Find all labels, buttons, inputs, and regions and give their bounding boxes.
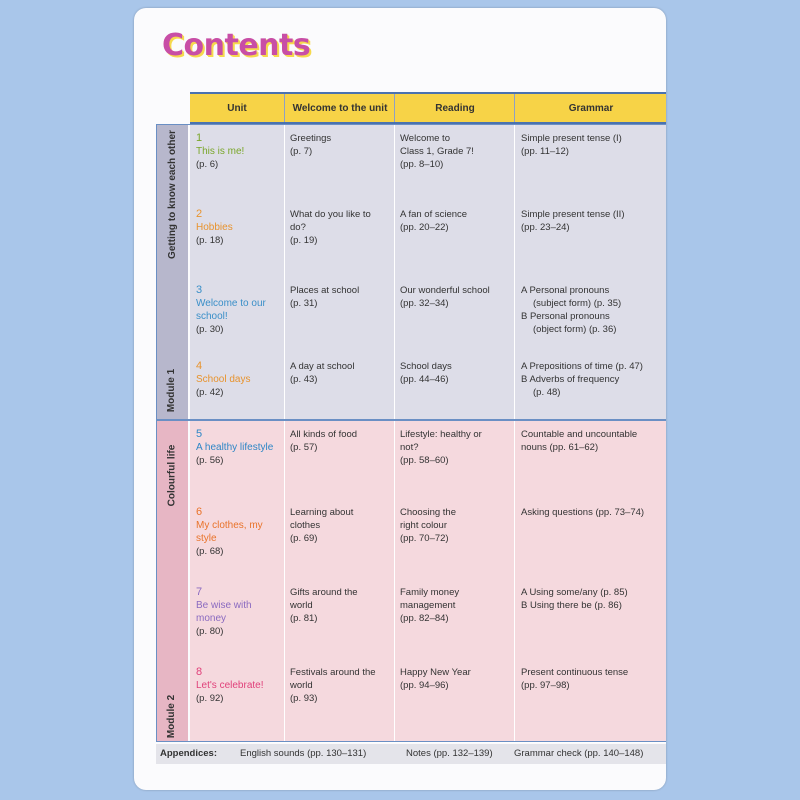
column-divider [284,420,285,498]
appendix-english-sounds: English sounds (pp. 130–131) [240,748,367,759]
reading-line: (pp. 20–22) [400,222,449,233]
column-divider [284,658,285,742]
unit-number: 6 [196,506,203,518]
grammar-line: nouns (pp. 61–62) [521,442,599,453]
reading-line: right colour [400,520,447,531]
welcome-line: What do you like to [290,209,371,220]
unit-title: This is me! [196,146,245,157]
appendix-grammar-check: Grammar check (pp. 140–148) [514,748,644,759]
reading-line: Lifestyle: healthy or [400,429,482,440]
welcome-line: (p. 57) [290,442,318,453]
grammar-line: (pp. 23–24) [521,222,570,233]
grammar-cell [521,284,665,336]
column-divider [514,124,515,200]
welcome-line: world [290,600,313,611]
grammar-line: Countable and uncountable [521,429,638,440]
unit-number: 8 [196,666,203,678]
welcome-cell [290,208,394,247]
unit-cell [196,132,284,171]
reading-line: management [400,600,456,611]
reading-line: Welcome to [400,133,450,144]
grammar-cell [521,586,665,612]
unit-cell [196,666,284,705]
welcome-line: (p. 7) [290,146,313,157]
welcome-line: clothes [290,520,321,531]
welcome-cell [290,360,394,386]
module2-label: Module 2 [156,530,188,742]
reading-line: (pp. 8–10) [400,159,444,170]
welcome-line: Greetings [290,133,332,144]
reading-line: (pp. 94–96) [400,680,449,691]
column-divider [514,420,515,498]
reading-line: (pp. 58–60) [400,455,449,466]
reading-line: (pp. 82–84) [400,613,449,624]
welcome-line: (p. 31) [290,298,318,309]
reading-cell [400,666,514,692]
welcome-line: (p. 19) [290,235,318,246]
table-row [190,276,666,353]
grammar-cell [521,132,665,158]
grammar-line: A Prepositions of time (p. 47) [521,361,643,372]
welcome-line: A day at school [290,361,355,372]
unit-page: (p. 56) [196,455,224,466]
column-divider [394,200,395,276]
unit-number: 7 [196,586,203,598]
unit-page: (p. 42) [196,387,224,398]
header-reading: Reading [394,92,515,124]
grammar-line: Asking questions (pp. 73–74) [521,507,645,518]
table-row [190,578,666,659]
column-divider [284,200,285,276]
grammar-line: B Adverbs of frequency [521,374,620,385]
column-divider [394,578,395,658]
reading-line: Class 1, Grade 7! [400,146,474,157]
reading-line: School days [400,361,452,372]
column-divider [284,276,285,352]
unit-cell [196,208,284,247]
welcome-line: Places at school [290,285,360,296]
welcome-cell [290,284,394,310]
welcome-line: Festivals around the [290,667,376,678]
appendix-notes: Notes (pp. 132–139) [406,748,493,759]
unit-cell [196,360,284,399]
grammar-line: (pp. 11–12) [521,146,569,157]
table-row [190,498,666,579]
welcome-cell [290,428,394,454]
welcome-line: (p. 43) [290,374,318,385]
reading-cell [400,284,514,310]
reading-cell [400,208,514,234]
column-divider [284,124,285,200]
unit-title: My clothes, my style [196,520,263,544]
header-grammar: Grammar [514,92,666,124]
grammar-line: (p. 48) [533,387,561,398]
column-divider [394,658,395,742]
unit-page: (p. 68) [196,546,224,557]
grammar-line: (subject form) (p. 35) [533,298,622,309]
unit-title: Let's celebrate! [196,680,264,691]
unit-number: 5 [196,428,203,440]
table-row [190,200,666,277]
contents-page [134,8,666,790]
unit-number: 1 [196,132,203,144]
grammar-cell [521,428,665,454]
unit-cell [196,284,284,336]
reading-cell [400,360,514,386]
unit-page: (p. 92) [196,693,224,704]
welcome-cell [290,586,394,625]
appendices-label: Appendices: [160,748,218,759]
column-divider [284,352,285,420]
reading-line: (pp. 32–34) [400,298,449,309]
grammar-cell [521,208,665,234]
column-divider [514,578,515,658]
unit-cell [196,428,284,467]
welcome-line: (p. 69) [290,533,318,544]
module1-label: Module 1 [156,264,188,420]
grammar-cell [521,666,665,692]
header-welcome: Welcome to the unit [284,92,395,124]
unit-page: (p. 80) [196,626,224,637]
column-divider [514,200,515,276]
unit-number: 4 [196,360,203,372]
module1-theme-label: Getting to know each other [156,124,188,264]
grammar-line: B Personal pronouns [521,311,610,322]
reading-line: Family money [400,587,460,598]
table-row [190,124,666,201]
welcome-cell [290,666,394,705]
grammar-line: B Using there be (p. 86) [521,600,622,611]
unit-page: (p. 18) [196,235,224,246]
grammar-line: (pp. 97–98) [521,680,570,691]
welcome-cell [290,132,394,158]
reading-line: Our wonderful school [400,285,490,296]
welcome-cell [290,506,394,545]
module2-theme-label: Colourful life [156,420,188,530]
unit-cell [196,586,284,638]
appendices-bar [156,744,666,764]
grammar-line: Simple present tense (I) [521,133,622,144]
column-divider [394,124,395,200]
unit-title: School days [196,374,251,385]
welcome-line: do? [290,222,306,233]
unit-cell [196,506,284,558]
column-divider [394,498,395,578]
unit-number: 3 [196,284,203,296]
unit-number: 2 [196,208,203,220]
grammar-line: Simple present tense (II) [521,209,625,220]
welcome-line: world [290,680,313,691]
unit-title: A healthy lifestyle [196,442,274,453]
page-title: Contents [162,28,311,63]
header-unit: Unit [190,92,284,124]
column-divider [284,578,285,658]
column-divider [514,352,515,420]
reading-cell [400,506,514,545]
reading-cell [400,132,514,171]
column-divider [394,420,395,498]
welcome-line: Learning about [290,507,354,518]
reading-line: A fan of science [400,209,468,220]
unit-title: Be wise with money [196,600,252,624]
grammar-line: A Using some/any (p. 85) [521,587,628,598]
table-row [190,352,666,421]
grammar-line: A Personal pronouns [521,285,610,296]
welcome-line: Gifts around the [290,587,358,598]
grammar-cell [521,506,665,519]
grammar-line: Present continuous tense [521,667,629,678]
column-divider [394,352,395,420]
welcome-line: All kinds of food [290,429,358,440]
column-divider [514,658,515,742]
welcome-line: (p. 93) [290,693,318,704]
unit-title: Hobbies [196,222,233,233]
column-divider [514,498,515,578]
reading-line: not? [400,442,419,453]
reading-cell [400,428,514,467]
unit-title: Welcome to our school! [196,298,266,322]
column-divider [514,276,515,352]
reading-line: (pp. 44–46) [400,374,449,385]
column-divider [284,498,285,578]
table-row [190,420,666,499]
column-divider [394,276,395,352]
reading-line: Happy New Year [400,667,471,678]
reading-line: (pp. 70–72) [400,533,449,544]
table-row [190,658,666,743]
unit-page: (p. 30) [196,324,224,335]
reading-line: Choosing the [400,507,456,518]
reading-cell [400,586,514,625]
welcome-line: (p. 81) [290,613,318,624]
grammar-line: (object form) (p. 36) [533,324,617,335]
grammar-cell [521,360,665,399]
unit-page: (p. 6) [196,159,219,170]
